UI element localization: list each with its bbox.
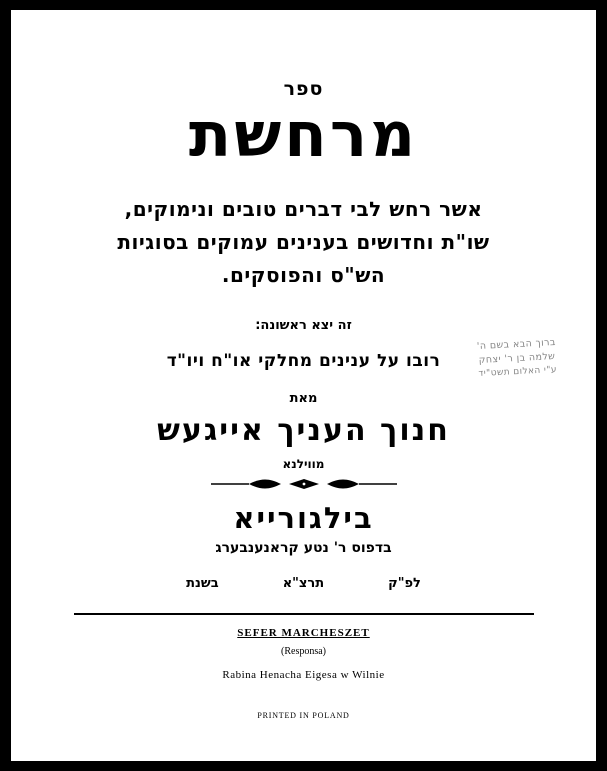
printer-name: בדפוס ר' נטע קראנענבערג xyxy=(215,540,392,557)
subtitle-line-2: שו"ת וחדושים בענינים עמוקים בסוגיות xyxy=(117,230,490,255)
subtitle-line-3: הש"ס והפוסקים. xyxy=(221,263,386,288)
year-row xyxy=(11,576,596,591)
scan-border-bottom xyxy=(0,761,607,771)
latin-subtitle: (Responsa) xyxy=(281,646,326,658)
author-city: מווילנא xyxy=(282,457,325,472)
scan-border-top xyxy=(0,0,607,10)
handwritten-inscription xyxy=(446,334,588,382)
inscription-line-1: ברוך הבא בשם ה' xyxy=(476,336,557,353)
inscription-line-3: ע"י האלום תשט"יד xyxy=(478,364,558,379)
ornament-divider xyxy=(11,477,596,493)
author-name: חנוך העניך אייגעש xyxy=(157,413,450,449)
author-label: מאת xyxy=(289,391,318,407)
contents-description: רובו על ענינים מחלקי או"ח ויו"ד xyxy=(166,351,441,372)
page-sheet xyxy=(11,10,596,761)
year-suffix: לפ"ק xyxy=(388,576,421,592)
sefer-label: ספר xyxy=(283,78,324,100)
publication-place: בילגורייא xyxy=(233,501,374,536)
year-prefix: בשנת xyxy=(186,576,219,592)
first-edition-note: זה יצא ראשונה: xyxy=(255,318,352,334)
subtitle-block xyxy=(11,193,596,292)
latin-title: SEFER MARCHESZET xyxy=(237,627,370,640)
page-title: מרחשת xyxy=(188,98,419,171)
latin-author: Rabina Henacha Eigesa w Wilnie xyxy=(222,669,385,682)
latin-printed-in: PRINTED IN POLAND xyxy=(257,711,350,721)
scan-border-right xyxy=(596,0,607,771)
year-value: תרצ"א xyxy=(282,576,325,592)
subtitle-line-1: אשר רחש לבי דברים טובים ונימוקים, xyxy=(124,197,483,222)
inscription-line-2: שלמה בן ר' יצחק xyxy=(478,350,556,366)
scan-border-left xyxy=(0,0,11,771)
ornament-icon xyxy=(209,477,399,491)
horizontal-rule xyxy=(74,613,534,615)
